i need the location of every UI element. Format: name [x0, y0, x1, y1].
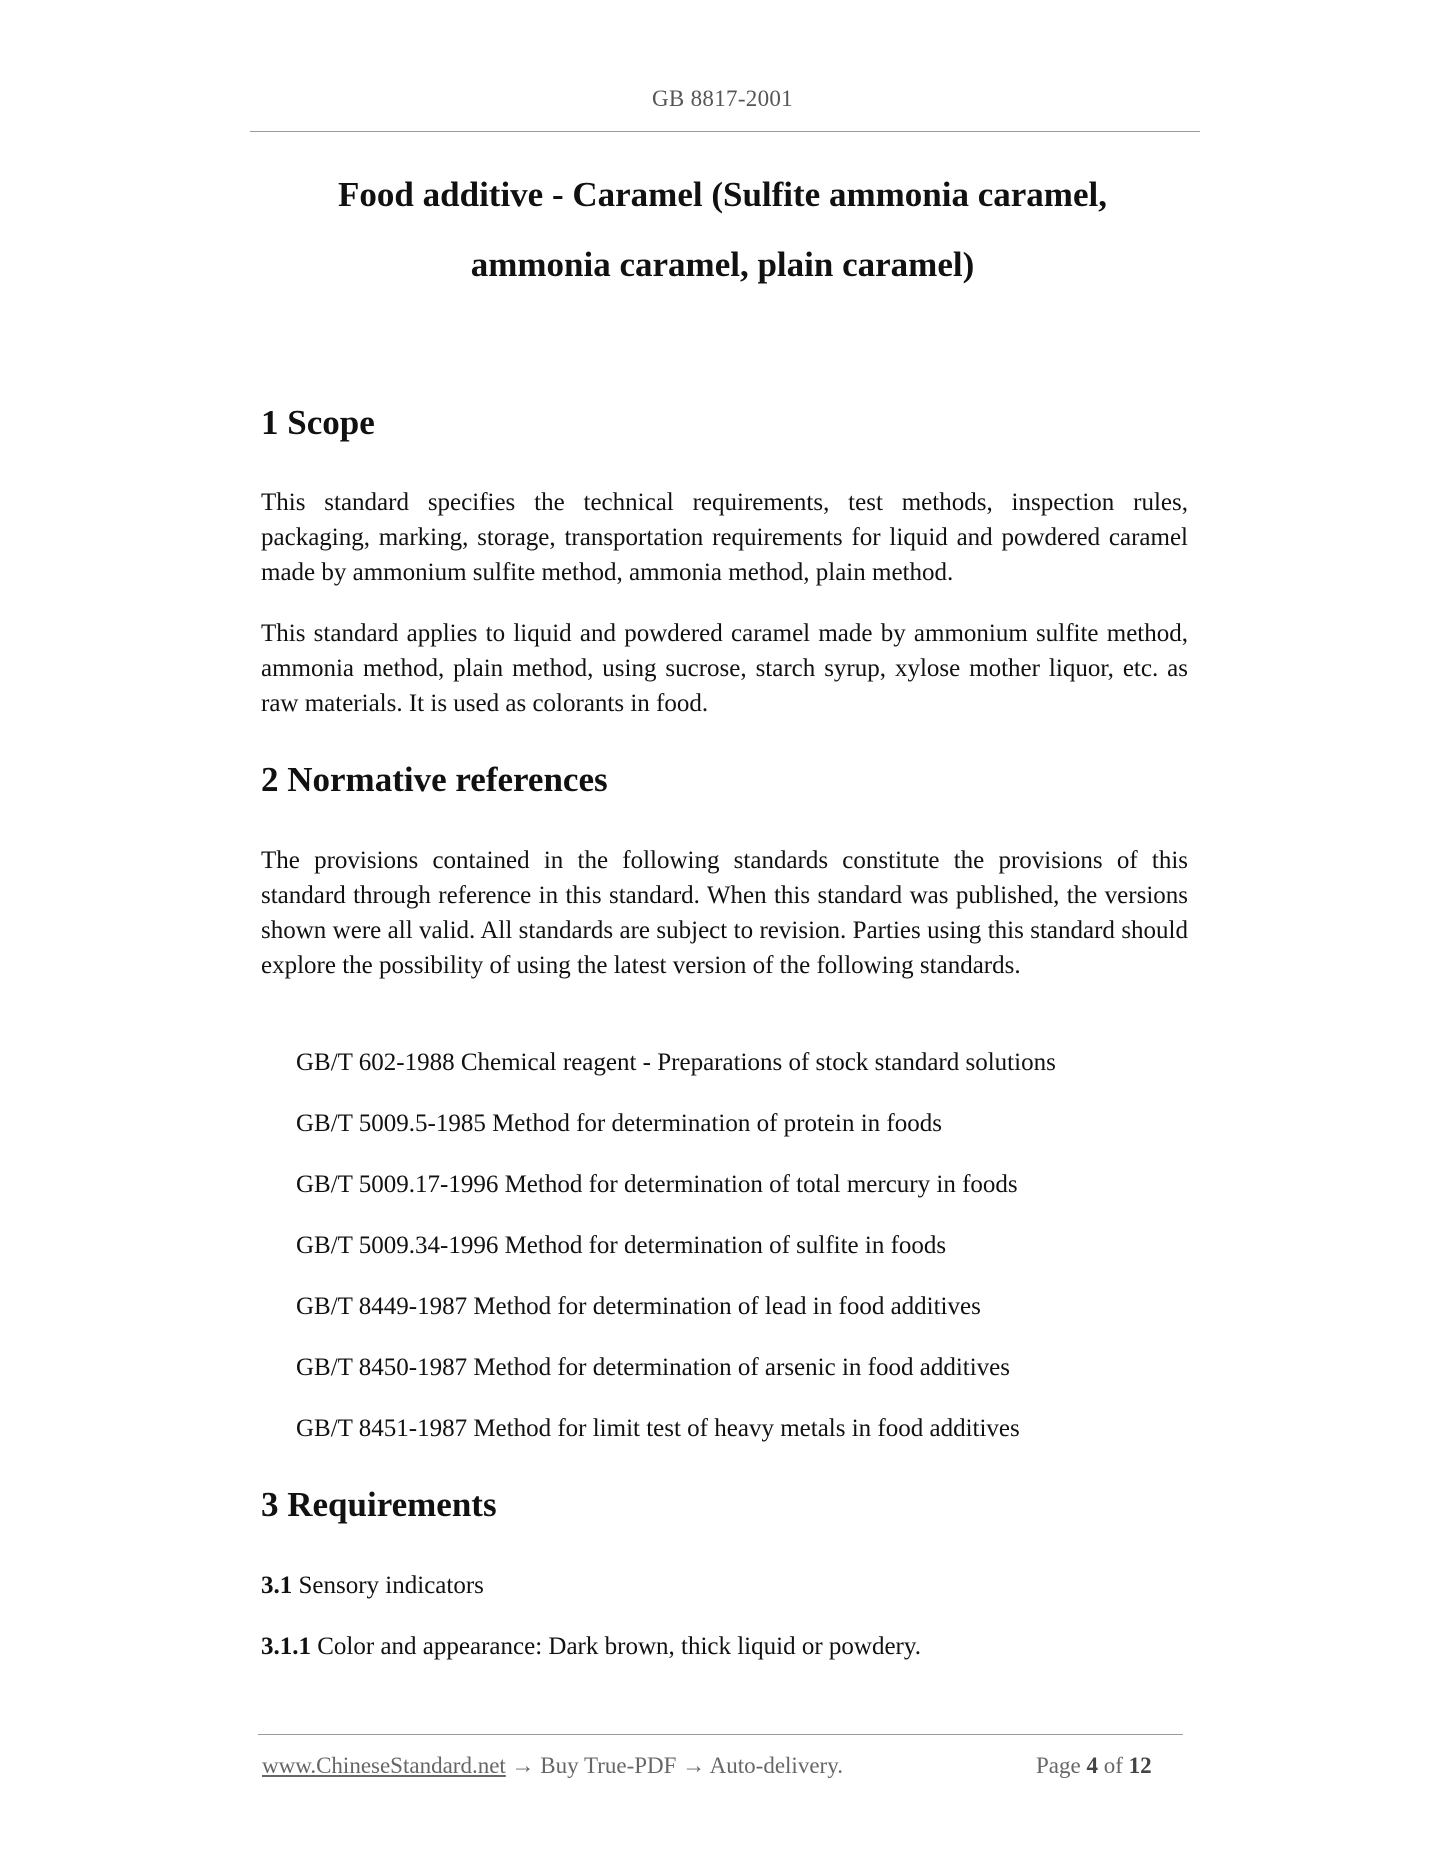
- reference-item: GB/T 5009.5-1985 Method for determination of protein in foods: [296, 1110, 942, 1137]
- header-doc-id: GB 8817-2001: [652, 86, 793, 111]
- page-total: 12: [1128, 1753, 1152, 1778]
- scope-paragraph-2: This standard applies to liquid and powdered caramel made by ammonium sulfite method, ammonia method, plain method, using sucrose, starch syrup, xylose mother liquor, etc. as raw materials. It is used as colorants in food.: [261, 620, 1188, 717]
- section-heading-requirements: 3 Requirements: [261, 1485, 497, 1524]
- website-link[interactable]: www.ChineseStandard.net: [262, 1753, 506, 1778]
- document-title-line-1: Food additive - Caramel (Sulfite ammonia caramel,: [338, 175, 1107, 214]
- reference-item: GB/T 8450-1987 Method for determination of arsenic in food additives: [296, 1354, 1010, 1381]
- page-label: Page: [1036, 1753, 1081, 1778]
- auto-delivery-text: Auto-delivery.: [709, 1753, 843, 1778]
- reference-item: GB/T 5009.17-1996 Method for determination of total mercury in foods: [296, 1171, 1018, 1198]
- footer-left: [262, 1753, 843, 1779]
- section-heading-normative-references: 2 Normative references: [261, 760, 608, 799]
- header-divider: [250, 131, 1200, 132]
- buy-pdf-text: Buy True-PDF: [540, 1753, 677, 1778]
- page-number: 4: [1086, 1753, 1098, 1778]
- scope-paragraph-1: This standard specifies the technical requirements, test methods, inspection rules, packaging, marking, storage, transportation requirements for liquid and powdered caramel made by ammonium sulfite method, ammonia method, plain method.: [261, 489, 1188, 586]
- subsection-text: Color and appearance: Dark brown, thick liquid or powdery.: [317, 1633, 921, 1660]
- subsection-number: 3.1.1: [261, 1633, 311, 1660]
- subsection-3-1: [261, 1568, 484, 1603]
- reference-item: GB/T 5009.34-1996 Method for determination of sulfite in foods: [296, 1232, 947, 1259]
- reference-item: GB/T 8449-1987 Method for determination of lead in food additives: [296, 1293, 981, 1320]
- reference-item: GB/T 602-1988 Chemical reagent - Preparations of stock standard solutions: [296, 1049, 1056, 1076]
- references-paragraph: The provisions contained in the following standards constitute the provisions of this standard through reference in this standard. When this standard was published, the versions shown were all valid. All standards are subject to revision. Parties using this standard should explore the possibility of using the latest version of the following standards.: [261, 847, 1188, 979]
- subsection-number: 3.1: [261, 1572, 293, 1599]
- subsection-3-1-1: [261, 1629, 921, 1664]
- arrow-right-icon: →: [511, 1753, 535, 1778]
- of-label: of: [1103, 1753, 1123, 1778]
- reference-item: GB/T 8451-1987 Method for limit test of heavy metals in food additives: [296, 1415, 1020, 1442]
- subsection-text: Sensory indicators: [298, 1572, 484, 1599]
- section-heading-scope: 1 Scope: [261, 403, 375, 442]
- footer-divider: [258, 1734, 1183, 1735]
- page-indicator: [1036, 1753, 1152, 1779]
- document-title-line-2: ammonia caramel, plain caramel): [470, 245, 975, 284]
- arrow-right-icon: →: [682, 1753, 706, 1778]
